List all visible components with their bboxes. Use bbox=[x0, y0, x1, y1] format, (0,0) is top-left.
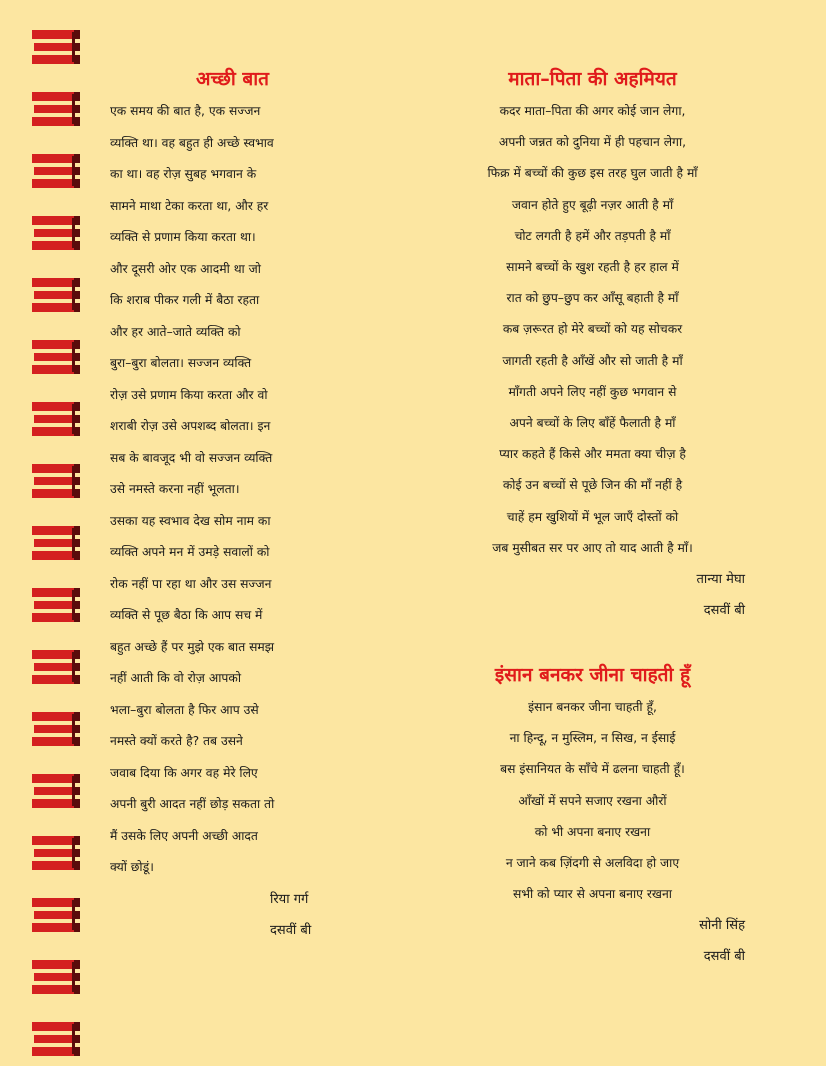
poem1-line: कब ज़रूरत हो मेरे बच्चों को यह सोचकर bbox=[502, 322, 683, 337]
story-line: कि शराब पीकर गली में बैठा रहता bbox=[110, 293, 260, 307]
binding-ring-icon bbox=[28, 1018, 82, 1058]
story-line: नहीं आती कि वो रोज़ आपको bbox=[110, 671, 242, 685]
story-class: दसवीं बी bbox=[270, 922, 312, 938]
story-line: रोक नहीं पा रहा था और उस सज्जन bbox=[110, 576, 272, 591]
poem2-title: इंसान बनकर जीना चाहती हूँ bbox=[494, 664, 691, 687]
poem1-author: तान्या मेघा bbox=[696, 572, 745, 588]
binding-ring-icon bbox=[28, 584, 82, 624]
poem2-line: न जाने कब ज़िंदगी से अलविदा हो जाए bbox=[505, 856, 680, 871]
story-line: और दूसरी ओर एक आदमी था जो bbox=[110, 261, 261, 276]
poem1-line: कदर माता–पिता की अगर कोई जान लेगा, bbox=[499, 104, 686, 118]
binding-ring-icon bbox=[28, 708, 82, 748]
poem2-line: इंसान बनकर जीना चाहती हूँ, bbox=[528, 700, 657, 715]
story-line: व्यक्ति से प्रणाम किया करता था। bbox=[110, 230, 256, 244]
poem2-class: दसवीं बी bbox=[703, 949, 745, 965]
binding-margin bbox=[0, 0, 86, 1066]
story-line: व्यक्ति से पूछ बैठा कि आप सच में bbox=[110, 608, 263, 622]
poem1-line: माँगती अपने लिए नहीं कुछ भगवान से bbox=[508, 384, 677, 399]
story-line: और हर आते–जाते व्यक्ति को bbox=[110, 324, 241, 339]
story-line: भला–बुरा बोलता है फिर आप उसे bbox=[110, 702, 259, 717]
story-line: का था। वह रोज़ सुबह भगवान के bbox=[110, 167, 257, 181]
poem1-line: रात को छुप–छुप कर आँसू बहाती है माँ bbox=[506, 291, 679, 306]
story-author: रिया गर्ग bbox=[270, 891, 309, 907]
story-line: रोज़ उसे प्रणाम किया करता और वो bbox=[110, 387, 268, 402]
story-line: अपनी बुरी आदत नहीं छोड़ सकता तो bbox=[110, 797, 275, 811]
story-line: व्यक्ति अपने मन में उमड़े सवालों को bbox=[110, 545, 270, 559]
binding-ring-icon bbox=[28, 770, 82, 810]
binding-ring-icon bbox=[28, 832, 82, 872]
poem1-line: फिक्र में बच्चों की कुछ इस तरह घुल जाती है माँ bbox=[487, 166, 698, 181]
binding-ring-icon bbox=[28, 522, 82, 562]
poem2-line: सभी को प्यार से अपना बनाए रखना bbox=[513, 887, 672, 902]
poem2-body bbox=[420, 692, 765, 910]
story-line: शराबी रोज़ उसे अपशब्द बोलता। इन bbox=[110, 419, 271, 433]
story-line: मैं उसके लिए अपनी अच्छी आदत bbox=[110, 828, 258, 843]
poem1-line: जब मुसीबत सर पर आए तो याद आती है माँ। bbox=[492, 540, 693, 555]
binding-ring-icon bbox=[28, 956, 82, 996]
poem2-line: को भी अपना बनाए रखना bbox=[534, 824, 651, 839]
binding-ring-icon bbox=[28, 88, 82, 128]
binding-ring-icon bbox=[28, 894, 82, 934]
poem1-line: अपने बच्चों के लिए बाँहें फैलाती है माँ bbox=[509, 416, 676, 431]
story-line: सब के बावजूद भी वो सज्जन व्यक्ति bbox=[110, 450, 273, 465]
binding-ring-icon bbox=[28, 336, 82, 376]
story-line: नमस्ते क्यों करते है? तब उसने bbox=[110, 734, 243, 748]
poem1-title: माता–पिता की अहमियत bbox=[508, 68, 677, 90]
poem1-line: सामने बच्चों के खुश रहती है हर हाल में bbox=[506, 260, 679, 275]
binding-ring-icon bbox=[28, 398, 82, 438]
story-line: बुरा–बुरा बोलता। सज्जन व्यक्ति bbox=[110, 356, 252, 370]
poem2-line: बस इंसानियत के साँचे में ढलना चाहती हूँ। bbox=[500, 762, 685, 777]
poem1-line: जवान होते हुए बूढ़ी नज़र आती है माँ bbox=[511, 197, 674, 212]
poem1-line: प्यार कहते हैं किसे और ममता क्या चीज़ है bbox=[499, 447, 686, 462]
story-line: उसे नमस्ते करना नहीं भूलता। bbox=[110, 482, 240, 496]
binding-ring-icon bbox=[28, 26, 82, 66]
binding-ring-icon bbox=[28, 150, 82, 190]
poem1-class: दसवीं बी bbox=[703, 603, 745, 619]
binding-ring-icon bbox=[28, 460, 82, 500]
binding-ring-icon bbox=[28, 274, 82, 314]
poems-column bbox=[420, 66, 765, 972]
poem2-author: सोनी सिंह bbox=[699, 918, 745, 934]
poem2-line: ना हिन्दू, न मुस्लिम, न सिख, न ईसाई bbox=[509, 731, 676, 746]
story-line: बहुत अच्छे हैं पर मुझे एक बात समझ bbox=[110, 639, 275, 654]
poem2-line: आँखों में सपने सजाए रखना औरों bbox=[518, 793, 667, 808]
poem1-line: कोई उन बच्चों से पूछे जिन की माँ नहीं है bbox=[502, 478, 683, 493]
story-title: अच्छी बात bbox=[196, 68, 269, 90]
poem1-body bbox=[420, 96, 765, 564]
poem1-line: चाहें हम खुशियों में भूल जाएँ दोस्तों को bbox=[506, 509, 679, 524]
poem1-line: चोट लगती है हमें और तड़पती है माँ bbox=[514, 228, 671, 243]
story-column bbox=[110, 66, 355, 946]
story-line: क्यों छोडूं। bbox=[110, 860, 154, 874]
story-line: एक समय की बात है, एक सज्जन bbox=[110, 104, 261, 118]
story-body bbox=[110, 96, 355, 884]
story-line: जवाब दिया कि अगर वह मेरे लिए bbox=[110, 765, 258, 780]
story-line: व्यक्ति था। वह बहुत ही अच्छे स्वभाव bbox=[110, 135, 274, 150]
poem1-line: जागती रहती है आँखें और सो जाती है माँ bbox=[502, 353, 683, 368]
binding-ring-icon bbox=[28, 646, 82, 686]
story-line: सामने माथा टेका करता था, और हर bbox=[110, 198, 269, 213]
poem1-line: अपनी जन्नत को दुनिया में ही पहचान लेगा, bbox=[498, 135, 687, 150]
binding-ring-icon bbox=[28, 212, 82, 252]
story-line: उसका यह स्वभाव देख सोम नाम का bbox=[110, 513, 271, 528]
